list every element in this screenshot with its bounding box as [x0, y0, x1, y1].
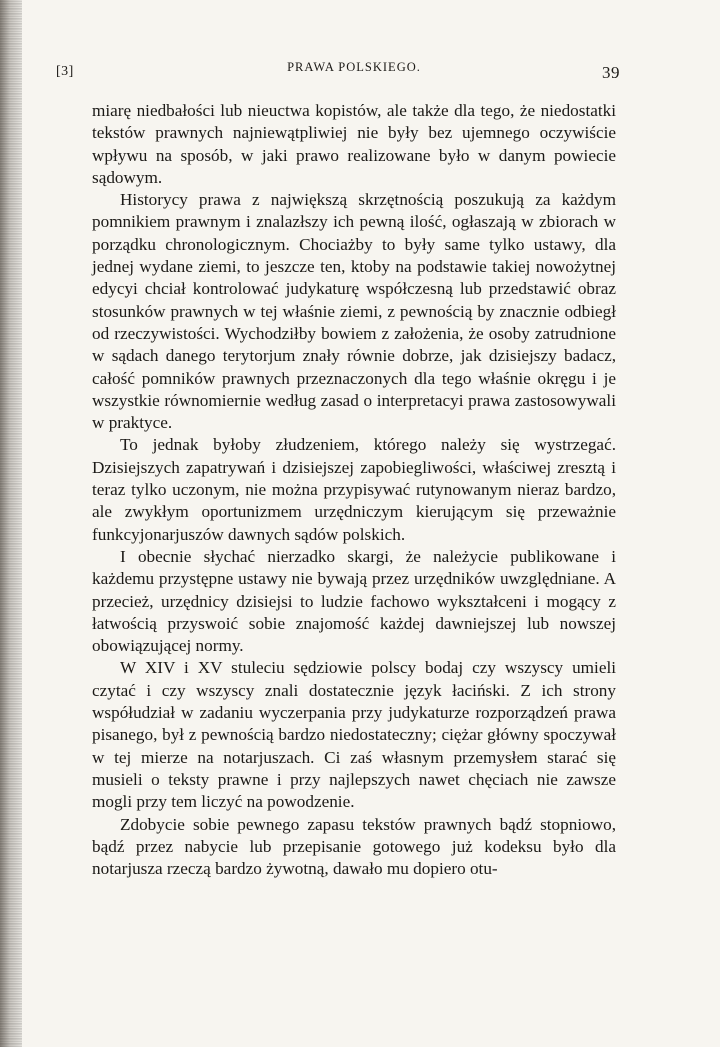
paragraph: Zdobycie sobie pewnego zapasu tekstów prawnych bądź stopniowo, bądź przez nabycie lub przepisanie gotowego już kodeksu było dla notarjusza rzeczą bardzo żywotną, dawało mu dopiero otu-: [92, 814, 616, 879]
page-number: 39: [602, 63, 620, 82]
book-page: [56, 58, 620, 880]
paragraph-continuation: miarę niedbałości lub nieuctwa kopistów, ale także dla tego, że niedostatki tekstów prawnych najniewątpliwiej nie były bez ujemnego oczywiście wpływu na sposób, w jaki prawo realizowane było w danym powiecie sądowym.: [92, 101, 616, 187]
paragraph: W XIV i XV stuleciu sędziowie polscy bodaj czy wszyscy umieli czytać i czy wszyscy znali dostatecznie język łaciński. Z ich strony współudział w zadaniu wyczerpania przy judykaturze rozporządzeń prawa pisanego, był z pewnością bardzo niedostateczny; ciężar główny spoczywał w tej mierze na notarjuszach. Ci zaś własnym przemysłem starać się musieli o teksty prawne i przy najlepszych nawet chęciach nie zawsze mogli przy tem liczyć na powodzenie.: [92, 658, 616, 812]
paragraph: Historycy prawa z największą skrzętnością poszukują za każdym pomnikiem prawnym i znalazłszy ich pewną ilość, ogłaszają w zbiorach w porządku chronologicznym. Chociażby to były same tylko ustawy, dla jednej wydane ziemi, to jeszcze ten, ktoby na podstawie takiej nowożytnej edycyi chciał kontrolować judykaturę współczesną lub przedstawić obraz stosunków prawnych w tej właśnie ziemi, z pewnością by znacznie odbiegł od rzeczywistości. Wychodziłby bowiem z założenia, że osoby zatrudnione w sądach danego terytorjum znały równie dobrze, jak dzisiejszy badacz, całość pomników prawnych przeznaczonych dla tego właśnie okręgu i je wszystkie równomiernie według zasad o interpretacyi prawa zastosowywali w praktyce.: [92, 190, 616, 433]
paragraph: I obecnie słychać nierzadko skargi, że należycie publikowane i każdemu przystępne ustawy nie bywają przez urzędników uwzględniane. A przecież, urzędnicy dzisiejsi to ludzie fachowo wykształceni i mogący z łatwością przyswoić sobie znajomość każdej dawniejszej lub nowszej obowiązującej normy.: [92, 546, 616, 656]
running-head: [56, 58, 620, 86]
paragraph: To jednak byłoby złudzeniem, którego należy się wystrzegać. Dzisiejszych zapatrywań i dzisiejszej zapobiegliwości, właściwej zresztą i teraz tylko uczonym, nie można przypisywać rutynowanym nieraz bardzo, ale zwykłym oportunizmem urzędniczym kierującym się przeważnie funkcyjonarjuszów dawnych sądów polskich.: [92, 435, 616, 544]
book-binding-edge: [0, 0, 22, 1047]
section-number: [3]: [56, 64, 74, 79]
body-text: [92, 100, 616, 880]
running-title: PRAWA POLSKIEGO.: [287, 60, 421, 74]
